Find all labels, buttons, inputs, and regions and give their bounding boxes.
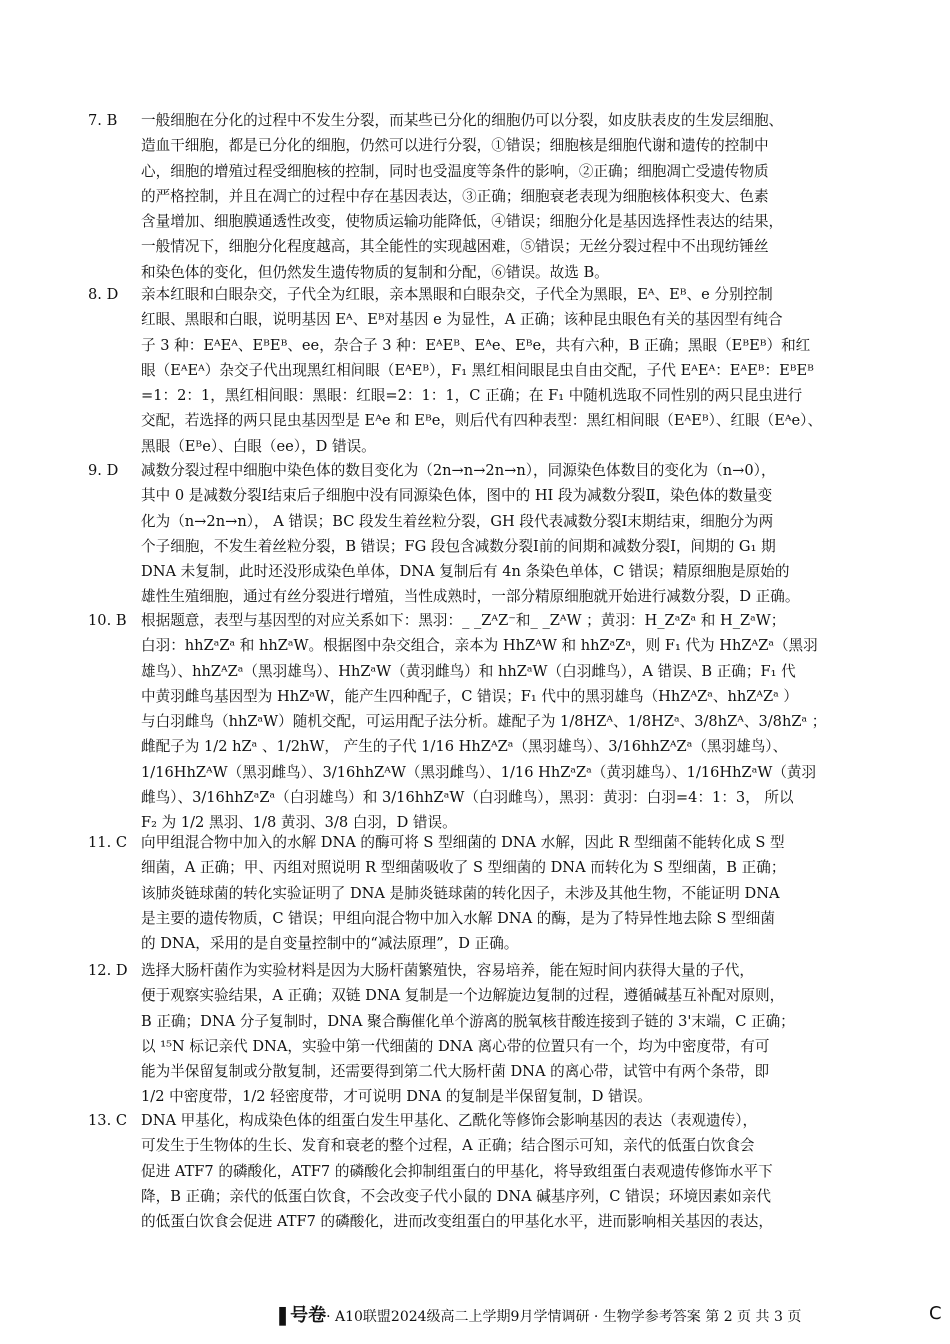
- answer-line: 雄性生殖细胞，通过有丝分裂进行增殖，当性成熟时，一部分精原细胞就开始进行减数分裂，D 正确。: [141, 588, 800, 606]
- answer-line: 1/16HhZᴬW（黑羽雌鸟）、3/16hhZᴬW（黑羽雌鸟）、1/16 HhZᵃZᵃ（黄羽雄鸟）、1/16HhZᵃW（黄羽: [141, 763, 817, 781]
- answer-line: 雌鸟）、3/16hhZᵃZᵃ（白羽雄鸟）和 3/16hhZᵃW（白羽雌鸟），黑羽：黄羽：白羽=4：1：3， 所以: [141, 789, 794, 807]
- answer-line: 的 DNA，采用的是自变量控制中的“减法原理”，D 正确。: [141, 935, 519, 953]
- answer-number: 9. D: [88, 462, 119, 479]
- answer-line: 促进 ATF7 的磷酸化，ATF7 的磷酸化会抑制组蛋白的甲基化，将导致组蛋白表观遗传修饰水平下: [141, 1162, 773, 1180]
- answer-item: [88, 608, 878, 836]
- answer-line: 和染色体的变化，但仍然发生遗传物质的复制和分配，⑥错误。故选 B。: [141, 263, 609, 281]
- corner-mark: C: [929, 1303, 942, 1324]
- answer-line: 交配，若选择的两只昆虫基因型是 Eᴬe 和 Eᴮe，则后代有四种表型：黑红相间眼（EᴬEᴮ）、红眼（Eᴬe）、: [141, 412, 823, 430]
- answer-line: 白羽：hhZᵃZᵃ 和 hhZᵃW。根据图中杂交组合，亲本为 HhZᴬW 和 hhZᵃZᵃ，则 F₁ 代为 HhZᴬZᵃ（黑羽: [141, 637, 818, 655]
- answer-item: [88, 958, 878, 1110]
- answer-line: 该肺炎链球菌的转化实验证明了 DNA 是肺炎链球菌的转化因子，未涉及其他生物，不能证明 DNA: [141, 884, 780, 902]
- answer-line: F₂ 为 1/2 黑羽、1/8 黄羽、3/8 白羽，D 错误。: [141, 814, 457, 832]
- answer-line: 与白羽雌鸟（hhZᵃW）随机交配，可运用配子法分析。雄配子为 1/8HZᴬ、1/8HZᵃ、3/8hZᴬ、3/8hZᵃ ；: [141, 713, 827, 731]
- logo-mark: ❚: [275, 1305, 291, 1326]
- answer-line: B 正确；DNA 分子复制时，DNA 聚合酶催化单个游离的脱氧核苷酸连接到子链的 3'末端，C 正确；: [141, 1012, 795, 1030]
- answer-line: 的低蛋白饮食会促进 ATF7 的磷酸化，进而改变组蛋白的甲基化水平，进而影响相关基因的表达，: [141, 1213, 773, 1231]
- answer-line: 亲本红眼和白眼杂交，子代全为红眼，亲本黑眼和白眼杂交，子代全为黑眼，Eᴬ、Eᴮ、e 分别控制: [141, 286, 773, 303]
- answer-line: 子 3 种：EᴬEᴬ、EᴮEᴮ、ee，杂合子 3 种：EᴬEᴮ、Eᴬe、Eᴮe，共有六种，B 正确；黑眼（EᴮEᴮ）和红: [141, 336, 811, 354]
- answer-line: 含量增加、细胞膜通透性改变，使物质运输功能降低，④错误；细胞分化是基因选择性表达的结果，: [141, 213, 784, 231]
- answer-line: 雌配子为 1/2 hZᵃ 、1/2hW， 产生的子代 1/16 HhZᴬZᵃ（黑羽雄鸟）、3/16hhZᴬZᵃ（黑羽雄鸟）、: [141, 738, 788, 756]
- answer-item: [88, 458, 878, 610]
- answer-line: 化为（n→2n→n）， A 错误；BC 段发生着丝粒分裂，GH 段代表减数分裂Ⅰ末期结束，细胞分为两: [141, 512, 774, 530]
- answer-line: DNA 甲基化，构成染色体的组蛋白发生甲基化、乙酰化等修饰会影响基因的表达（表观遗传），: [141, 1112, 758, 1129]
- answer-line: 黑眼（Eᴮe）、白眼（ee），D 错误。: [141, 437, 376, 455]
- logo-text: 号卷: [290, 1305, 327, 1326]
- answer-line: 可发生于生物体的生长、发育和衰老的整个过程，A 正确；结合图示可知，亲代的低蛋白饮食会: [141, 1137, 755, 1155]
- answer-line: 红眼、黑眼和白眼，说明基因 Eᴬ、Eᴮ对基因 e 为显性，A 正确；该种昆虫眼色有关的基因型有纯合: [141, 311, 783, 329]
- answer-line: =1：2：1，黑红相间眼：黑眼：红眼=2：1：1，C 正确；在 F₁ 中随机选取不同性别的两只昆虫进行: [141, 387, 803, 405]
- answer-line: 个子细胞，不发生着丝粒分裂，B 错误；FG 段包含减数分裂Ⅰ前的间期和减数分裂Ⅰ，间期的 G₁ 期: [141, 537, 776, 555]
- answer-item: [88, 1108, 878, 1234]
- answer-item: [88, 830, 878, 956]
- answer-item: [88, 282, 878, 459]
- answer-line: 1/2 中密度带，1/2 轻密度带，才可说明 DNA 的复制是半保留复制，D 错误。: [141, 1088, 652, 1106]
- answer-line: 是主要的遗传物质，C 错误；甲组向混合物中加入水解 DNA 的酶，是为了特异性地去除 S 型细菌: [141, 909, 775, 927]
- answer-item: [88, 108, 878, 285]
- answer-line: 中黄羽雌鸟基因型为 HhZᵃW，能产生四种配子，C 错误；F₁ 代中的黑羽雄鸟（HhZᴬZᵃ、hhZᴬZᵃ ）: [141, 687, 799, 705]
- answer-line: 细菌，A 正确；甲、丙组对照说明 R 型细菌吸收了 S 型细菌的 DNA 而转化为 S 型细菌，B 正确；: [141, 859, 786, 877]
- answer-line: 的严格控制，并且在凋亡的过程中存在基因表达，③正确；细胞衰老表现为细胞核体积变大、色素: [141, 187, 769, 205]
- answer-line: 能为半保留复制或分散复制，还需要得到第二代大肠杆菌 DNA 的离心带，试管中有两个条带，即: [141, 1063, 770, 1081]
- answer-line: 选择大肠杆菌作为实验材料是因为大肠杆菌繁殖快，容易培养，能在短时间内获得大量的子代，: [141, 962, 754, 979]
- answer-line: 向甲组混合物中加入的水解 DNA 的酶可将 S 型细菌的 DNA 水解，因此 R 型细菌不能转化成 S 型: [141, 834, 785, 851]
- answer-line: 减数分裂过程中细胞中染色体的数目变化为（2n→n→2n→n），同源染色体数目的变化为（n→0），: [141, 462, 776, 479]
- answer-line: 其中 0 是减数分裂Ⅰ结束后子细胞中没有同源染色体，图中的 HI 段为减数分裂Ⅱ，染色体的数量变: [141, 487, 773, 505]
- answer-number: 13. C: [88, 1112, 128, 1129]
- answer-line: 以 ¹⁵N 标记亲代 DNA，实验中第一代细菌的 DNA 离心带的位置只有一个，均为中密度带，有可: [141, 1037, 770, 1055]
- answer-number: 7. B: [88, 112, 118, 129]
- answer-line: 降，B 正确；亲代的低蛋白饮食，不会改变子代小鼠的 DNA 碱基序列，C 错误；环境因素如亲代: [141, 1187, 772, 1205]
- answer-line: 造血干细胞，都是已分化的细胞，仍然可以进行分裂，①错误；细胞核是细胞代谢和遗传的控制中: [141, 137, 769, 155]
- answer-line: 一般细胞在分化的过程中不发生分裂，而某些已分化的细胞仍可以分裂，如皮肤表皮的生发层细胞、: [141, 112, 784, 129]
- footer-text: · A10联盟2024级高二上学期9月学情调研 · 生物学参考答案 第 2 页 共 3 页: [326, 1309, 802, 1325]
- answer-line: 心，细胞的增殖过程受细胞核的控制，同时也受温度等条件的影响，②正确；细胞凋亡受遗传物质: [141, 162, 769, 180]
- answer-line: 根据题意，表型与基因型的对应关系如下：黑羽：_ _ZᴬZ⁻和_ _ZᴬW ；黄羽：H_ZᵃZᵃ 和 H_ZᵃW；: [141, 612, 786, 629]
- answer-line: DNA 未复制，此时还没形成染色单体，DNA 复制后有 4n 条染色单体，C 错误；精原细胞是原始的: [141, 563, 790, 581]
- answer-line: 雄鸟）、hhZᴬZᵃ（黑羽雄鸟）、HhZᵃW（黄羽雌鸟）和 hhZᵃW（白羽雌鸟），A 错误、B 正确；F₁ 代: [141, 662, 796, 680]
- answer-number: 8. D: [88, 286, 119, 303]
- answer-number: 10. B: [88, 612, 127, 629]
- page-footer: [275, 1305, 802, 1327]
- answer-line: 眼（EᴬEᴬ）杂交子代出现黑红相间眼（EᴬEᴮ），F₁ 黑红相间眼昆虫自由交配，子代 EᴬEᴬ：EᴬEᴮ：EᴮEᴮ: [141, 361, 814, 379]
- answer-number: 11. C: [88, 834, 128, 851]
- answer-line: 一般情况下，细胞分化程度越高，其全能性的实现越困难，⑤错误；无丝分裂过程中不出现纺锤丝: [141, 238, 769, 256]
- answer-number: 12. D: [88, 962, 128, 979]
- answer-line: 便于观察实验结果，A 正确；双链 DNA 复制是一个边解旋边复制的过程，遵循碱基互补配对原则，: [141, 987, 785, 1005]
